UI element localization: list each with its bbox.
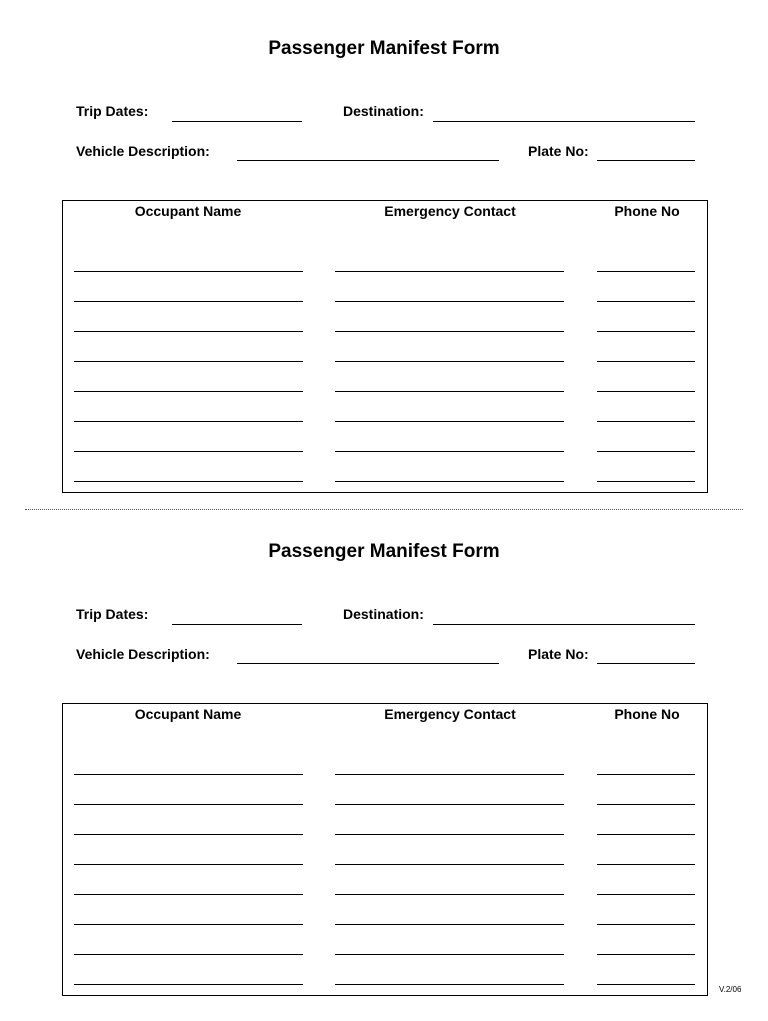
occupant-name-field[interactable]: [74, 804, 303, 805]
phone-no-field[interactable]: [597, 391, 695, 392]
destination-label: Destination:: [343, 606, 424, 622]
occupant-name-field[interactable]: [74, 481, 303, 482]
table-rows: [63, 201, 707, 492]
column-header-phone-no: Phone No: [614, 203, 680, 219]
plate-no-field[interactable]: [597, 663, 695, 664]
emergency-contact-field[interactable]: [335, 924, 564, 925]
occupant-table: [62, 703, 708, 996]
occupant-name-field[interactable]: [74, 984, 303, 985]
emergency-contact-field[interactable]: [335, 301, 564, 302]
plate-no-label: Plate No:: [528, 143, 589, 159]
column-header-phone-no: Phone No: [614, 706, 680, 722]
phone-no-field[interactable]: [597, 331, 695, 332]
manifest-form-2: [0, 503, 768, 1003]
occupant-name-field[interactable]: [74, 774, 303, 775]
form-title: Passenger Manifest Form: [268, 38, 500, 59]
trip-dates-label: Trip Dates:: [76, 103, 149, 119]
emergency-contact-field[interactable]: [335, 421, 564, 422]
trip-dates-label: Trip Dates:: [76, 606, 149, 622]
destination-field[interactable]: [433, 121, 695, 122]
phone-no-field[interactable]: [597, 834, 695, 835]
emergency-contact-field[interactable]: [335, 391, 564, 392]
destination-field[interactable]: [433, 624, 695, 625]
emergency-contact-field[interactable]: [335, 954, 564, 955]
occupant-name-field[interactable]: [74, 451, 303, 452]
column-header-occupant-name: Occupant Name: [134, 203, 242, 219]
destination-label: Destination:: [343, 103, 424, 119]
phone-no-field[interactable]: [597, 271, 695, 272]
form-title: Passenger Manifest Form: [268, 541, 500, 562]
emergency-contact-field[interactable]: [335, 361, 564, 362]
column-header-emergency-contact: Emergency Contact: [384, 706, 516, 722]
occupant-table: [62, 200, 708, 493]
occupant-name-field[interactable]: [74, 271, 303, 272]
occupant-name-field[interactable]: [74, 894, 303, 895]
emergency-contact-field[interactable]: [335, 834, 564, 835]
vehicle-description-field[interactable]: [237, 160, 499, 161]
phone-no-field[interactable]: [597, 894, 695, 895]
occupant-name-field[interactable]: [74, 864, 303, 865]
trip-dates-field[interactable]: [172, 624, 302, 625]
emergency-contact-field[interactable]: [335, 271, 564, 272]
emergency-contact-field[interactable]: [335, 451, 564, 452]
occupant-name-field[interactable]: [74, 301, 303, 302]
emergency-contact-field[interactable]: [335, 984, 564, 985]
vehicle-description-label: Vehicle Description:: [76, 143, 210, 159]
phone-no-field[interactable]: [597, 774, 695, 775]
vehicle-description-label: Vehicle Description:: [76, 646, 210, 662]
emergency-contact-field[interactable]: [335, 804, 564, 805]
emergency-contact-field[interactable]: [335, 864, 564, 865]
trip-dates-field[interactable]: [172, 121, 302, 122]
vehicle-description-field[interactable]: [237, 663, 499, 664]
phone-no-field[interactable]: [597, 481, 695, 482]
manifest-form-1: [0, 0, 768, 500]
occupant-name-field[interactable]: [74, 924, 303, 925]
phone-no-field[interactable]: [597, 361, 695, 362]
occupant-name-field[interactable]: [74, 391, 303, 392]
phone-no-field[interactable]: [597, 864, 695, 865]
plate-no-label: Plate No:: [528, 646, 589, 662]
table-rows: [63, 704, 707, 995]
occupant-name-field[interactable]: [74, 954, 303, 955]
emergency-contact-field[interactable]: [335, 481, 564, 482]
occupant-name-field[interactable]: [74, 834, 303, 835]
column-header-occupant-name: Occupant Name: [134, 706, 242, 722]
phone-no-field[interactable]: [597, 421, 695, 422]
phone-no-field[interactable]: [597, 924, 695, 925]
phone-no-field[interactable]: [597, 451, 695, 452]
version-label: V.2/06: [719, 985, 742, 994]
occupant-name-field[interactable]: [74, 361, 303, 362]
emergency-contact-field[interactable]: [335, 331, 564, 332]
plate-no-field[interactable]: [597, 160, 695, 161]
phone-no-field[interactable]: [597, 804, 695, 805]
phone-no-field[interactable]: [597, 954, 695, 955]
emergency-contact-field[interactable]: [335, 894, 564, 895]
occupant-name-field[interactable]: [74, 331, 303, 332]
phone-no-field[interactable]: [597, 984, 695, 985]
emergency-contact-field[interactable]: [335, 774, 564, 775]
phone-no-field[interactable]: [597, 301, 695, 302]
occupant-name-field[interactable]: [74, 421, 303, 422]
column-header-emergency-contact: Emergency Contact: [384, 203, 516, 219]
